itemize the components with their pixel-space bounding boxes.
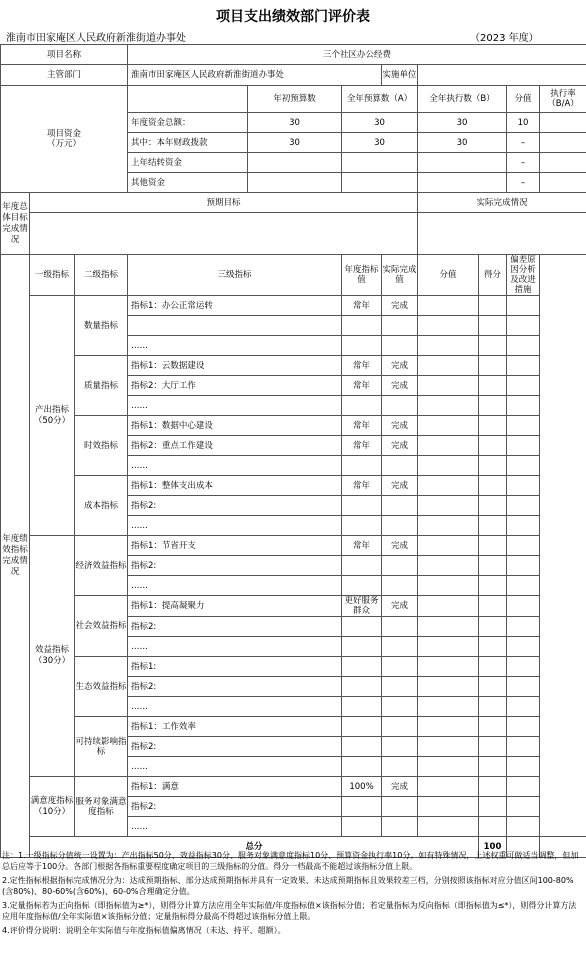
deviation [507,376,540,396]
score-value [418,617,479,637]
level1-satisfaction: 满意度指标（10分） [30,777,75,837]
ind-h1: 一级指标 [30,255,75,296]
level3-quantity: …… [128,336,342,356]
score-value [418,657,479,677]
funds-c3 [418,173,507,193]
actual-cost [382,516,418,536]
level3-satisfaction: 指标1：满意 [128,777,342,797]
actual-quality: 完成 [382,376,418,396]
score-get [479,396,507,416]
level3-cost: …… [128,516,342,536]
score-get [479,456,507,476]
level2-economic: 经济效益指标 [75,536,128,596]
ind-h8: 偏差原因分析及改进措施 [507,255,540,296]
deviation [507,296,540,316]
level3-ecological: 指标1: [128,657,342,677]
ind-h7: 得分 [479,255,507,296]
score-get [479,797,507,817]
score-get [479,556,507,576]
funds-c4: – [507,133,540,153]
actual-satisfaction [382,797,418,817]
score-value [418,356,479,376]
page-title: 项目支出绩效部门评价表 [216,9,370,25]
goals-row-label: 年度总体目标完成情况 [1,193,30,255]
funds-c1: 30 [248,113,342,133]
funds-c5 [540,173,586,193]
ind-h4: 年度指标值 [342,255,382,296]
target-cost [342,496,382,516]
footnotes [2,850,584,939]
score-get [479,697,507,717]
level3-quality: 指标1：云数据建设 [128,356,342,376]
impl-label: 实施单位 [382,65,418,86]
actual-cost: 完成 [382,476,418,496]
actual-economic [382,556,418,576]
actual-social [382,637,418,657]
level3-cost: 指标2: [128,496,342,516]
actual-quality: 完成 [382,356,418,376]
target-cost [342,516,382,536]
actual-economic: 完成 [382,536,418,556]
target-quantity [342,336,382,356]
score-get [479,777,507,797]
actual-timeliness: 完成 [382,416,418,436]
score-get [479,637,507,657]
deviation [507,456,540,476]
funds-h4: 分值 [507,86,540,113]
funds-c1: 30 [248,133,342,153]
score-value [418,516,479,536]
target-sustainable [342,757,382,777]
level2-ecological: 生态效益指标 [75,657,128,717]
score-get [479,817,507,837]
actual-ecological [382,697,418,717]
dept-label: 主管部门 [1,65,128,86]
level3-social: 指标1：提高凝聚力 [128,596,342,617]
actual-quality [382,396,418,416]
score-get [479,757,507,777]
funds-h1: 年初预算数 [248,86,342,113]
level1-benefit: 效益指标（30分） [30,536,75,777]
deviation [507,316,540,336]
goals-expected [30,213,418,255]
impl-value [418,65,586,86]
note-4: 4.评价得分说明：说明全年实际值与年度指标值偏离情况（未达、持平、超额）。 [2,926,286,935]
level3-sustainable: 指标1：工作效率 [128,717,342,737]
level3-economic: …… [128,576,342,596]
actual-satisfaction: 完成 [382,777,418,797]
score-value [418,697,479,717]
level2-quantity: 数量指标 [75,296,128,356]
deviation [507,516,540,536]
actual-timeliness: 完成 [382,436,418,456]
deviation [507,596,540,617]
target-timeliness: 常年 [342,436,382,456]
target-quality: 常年 [342,376,382,396]
dept-value: 淮南市田家庵区人民政府新淮街道办事处 [128,65,382,86]
funds-row-label: 年度资金总额： [128,113,248,133]
level3-cost: 指标1：整体支出成本 [128,476,342,496]
target-sustainable [342,717,382,737]
deviation [507,697,540,717]
score-get [479,536,507,556]
deviation [507,617,540,637]
deviation [507,576,540,596]
funds-h2: 全年预算数（A） [342,86,418,113]
funds-row-label: 其中：本年财政拨款 [128,133,248,153]
target-timeliness [342,456,382,476]
total-value: 100 [479,837,507,858]
level2-cost: 成本指标 [75,476,128,536]
score-get [479,737,507,757]
level3-social: …… [128,637,342,657]
target-economic [342,576,382,596]
actual-sustainable [382,717,418,737]
funds-c1 [248,173,342,193]
unit-name: 淮南市田家庵区人民政府新淮街道办事处 [6,33,186,44]
evaluation-table [0,44,586,858]
deviation [507,817,540,837]
score-get [479,657,507,677]
funds-h5: 执行率（B/A） [540,86,586,113]
funds-c5 [540,113,586,133]
score-get [479,416,507,436]
level3-sustainable: …… [128,757,342,777]
actual-ecological [382,677,418,697]
score-get [479,356,507,376]
score-get [479,296,507,316]
level2-satisfaction: 服务对象满意度指标 [75,777,128,837]
deviation [507,396,540,416]
funds-c2: 30 [342,133,418,153]
funds-h3: 全年执行数（B） [418,86,507,113]
score-get [479,336,507,356]
target-ecological [342,657,382,677]
level2-sustainable: 可持续影响指标 [75,717,128,777]
deviation [507,677,540,697]
target-social: 更好服务群众 [342,596,382,617]
funds-row-label: 上年结转资金 [128,153,248,173]
actual-sustainable [382,757,418,777]
score-value [418,637,479,657]
funds-c1 [248,153,342,173]
actual-cost [382,496,418,516]
level2-quality: 质量指标 [75,356,128,416]
deviation [507,496,540,516]
score-value [418,556,479,576]
score-get [479,436,507,456]
funds-c3: 30 [418,113,507,133]
funds-c4: – [507,173,540,193]
level3-ecological: 指标2: [128,677,342,697]
score-value [418,576,479,596]
project-name-label: 项目名称 [1,45,128,65]
target-ecological [342,677,382,697]
total-label: 总分 [30,837,479,858]
target-satisfaction [342,797,382,817]
target-quantity [342,316,382,336]
score-value [418,797,479,817]
deviation [507,436,540,456]
deviation [507,476,540,496]
level3-quality: 指标2：大厅工作 [128,376,342,396]
deviation [507,737,540,757]
level3-timeliness: …… [128,456,342,476]
note-1: 注：1.一级指标分值统一设置为：产出指标50分、效益指标30分、服务对象满意度指标10分、预算资金执行率10分。如有特殊情况，上述权重可做适当调整，但加总后应等于100分。各部门根据各指标重要程度确定项目的三级指标的分值。得分一档最高不能超过该指标分值上限。 [2,851,579,871]
score-get [479,476,507,496]
funds-c2 [342,173,418,193]
funds-c5 [540,133,586,153]
year-label: （2023 年度） [470,33,539,44]
actual-economic [382,576,418,596]
score-value [418,536,479,556]
deviation [507,556,540,576]
funds-label: 项目资金 （万元） [1,86,128,193]
goals-actual-header: 实际完成情况 [418,193,586,213]
funds-row-label: 其他资金 [128,173,248,193]
level3-quantity: 指标1：办公正常运转 [128,296,342,316]
level3-quantity [128,316,342,336]
ind-h6: 分值 [418,255,479,296]
ind-h3: 三级指标 [128,255,342,296]
score-get [479,717,507,737]
score-value [418,757,479,777]
level3-satisfaction: 指标2: [128,797,342,817]
deviation [507,637,540,657]
score-value [418,717,479,737]
note-3: 3.定量指标若为正向指标（即指标值为≥*），则得分计算方法应用全年实际值/年度指标值×该指标分值；若定量指标为反向指标（即指标值为≤*），则得分计算方法应用年度指标值/全年实际值×该指标分值；定量指标得分最高不得超过该指标分值上限。 [2,901,577,921]
funds-blank [128,86,248,113]
deviation [507,416,540,436]
actual-sustainable [382,737,418,757]
score-get [479,516,507,536]
project-name-value: 三个社区办公经费 [128,45,586,65]
funds-c2: 30 [342,113,418,133]
score-get [479,617,507,637]
target-quantity: 常年 [342,296,382,316]
actual-satisfaction [382,817,418,837]
funds-c5 [540,153,586,173]
score-get [479,376,507,396]
level3-social: 指标2: [128,617,342,637]
target-social [342,617,382,637]
actual-social: 完成 [382,596,418,617]
level3-timeliness: 指标1：数据中心建设 [128,416,342,436]
target-quality: 常年 [342,356,382,376]
funds-c4: 10 [507,113,540,133]
score-value [418,677,479,697]
target-cost: 常年 [342,476,382,496]
score-value [418,436,479,456]
ind-h5: 实际完成值 [382,255,418,296]
score-get [479,677,507,697]
funds-c3 [418,153,507,173]
score-value [418,737,479,757]
deviation [507,536,540,556]
actual-social [382,617,418,637]
target-satisfaction [342,817,382,837]
actual-timeliness [382,456,418,476]
deviation [507,777,540,797]
score-get [479,596,507,617]
level3-economic: 指标1：节省开支 [128,536,342,556]
actual-quantity: 完成 [382,296,418,316]
funds-c3: 30 [418,133,507,153]
goals-expected-header: 预期目标 [30,193,418,213]
indicator-row-label: 年度绩效指标完成情况 [1,255,30,858]
level2-timeliness: 时效指标 [75,416,128,476]
goals-actual [418,213,586,255]
target-economic [342,556,382,576]
funds-c4: – [507,153,540,173]
level3-satisfaction: …… [128,817,342,837]
score-value [418,416,479,436]
score-value [418,456,479,476]
level3-sustainable: 指标2: [128,737,342,757]
deviation [507,717,540,737]
score-value [418,376,479,396]
score-value [418,296,479,316]
target-timeliness: 常年 [342,416,382,436]
target-satisfaction: 100% [342,777,382,797]
score-value [418,817,479,837]
deviation [507,657,540,677]
score-get [479,316,507,336]
score-value [418,596,479,617]
actual-ecological [382,657,418,677]
level3-quality: …… [128,396,342,416]
level3-timeliness: 指标2：重点工作建设 [128,436,342,456]
score-value [418,396,479,416]
note-2: 2.定性指标根据指标完成情况分为：达成预期指标、部分达成预期指标并具有一定效果、未达成预期指标且效果较差三档，分别按照该指标对应分值区间100-80%(含80%)、80-60%(含60%)、60-0%合理确定分值。 [2,876,574,896]
target-sustainable [342,737,382,757]
score-get [479,496,507,516]
target-quality [342,396,382,416]
actual-quantity [382,316,418,336]
level3-economic: 指标2: [128,556,342,576]
score-value [418,476,479,496]
deviation [507,356,540,376]
deviation [507,797,540,817]
score-value [418,496,479,516]
ind-h2: 二级指标 [75,255,128,296]
target-social [342,637,382,657]
level3-ecological: …… [128,697,342,717]
deviation [507,757,540,777]
target-ecological [342,697,382,717]
level2-social: 社会效益指标 [75,596,128,657]
deviation [507,336,540,356]
target-economic: 常年 [342,536,382,556]
score-value [418,316,479,336]
score-value [418,336,479,356]
score-value [418,777,479,797]
score-get [479,576,507,596]
funds-c2 [342,153,418,173]
actual-quantity [382,336,418,356]
level1-output: 产出指标（50分） [30,296,75,536]
